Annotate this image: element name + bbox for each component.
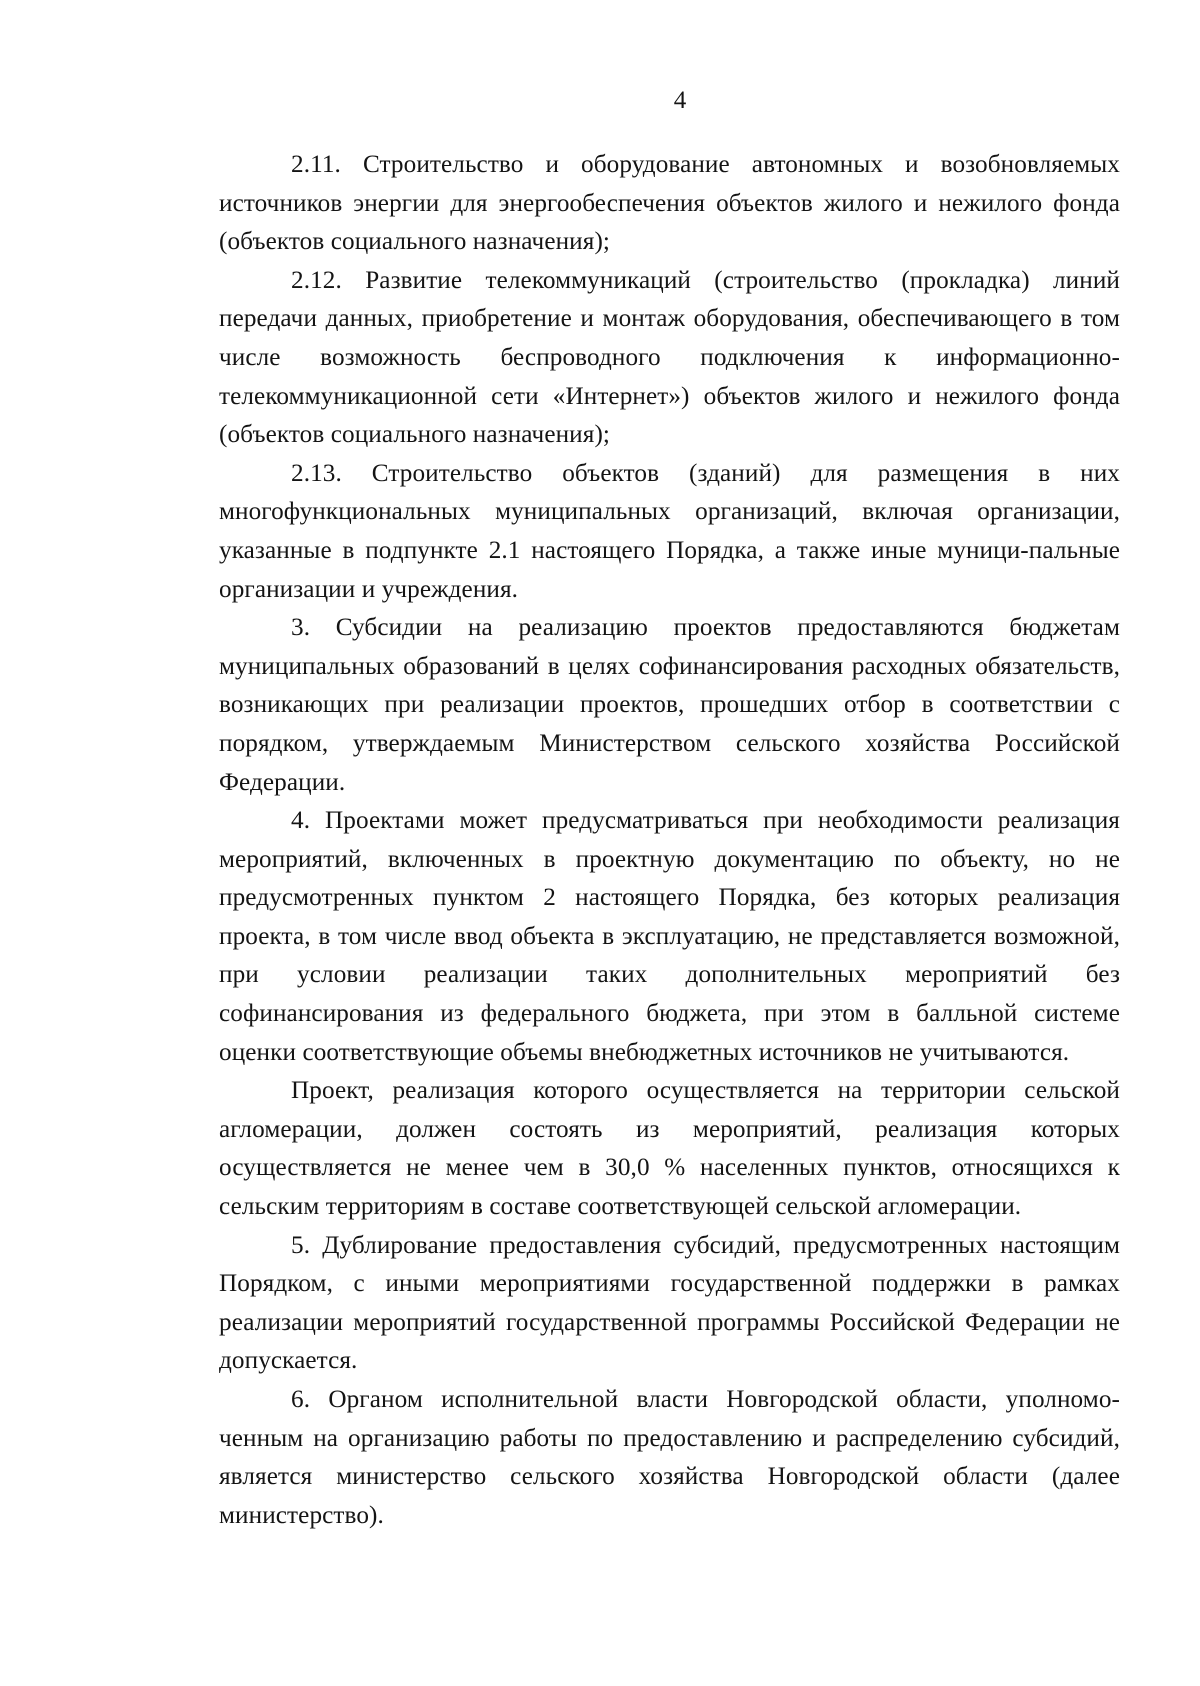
paragraph-6: 6. Органом исполнительной власти Новгородской области, уполномо-ченным на организацию работы по предоставлению и распределению субсидий, является министерство сельского хозяйства Новгородской области (далее министерство). (219, 1386, 1120, 1529)
paragraph-5: 5. Дублирование предоставления субсидий, предусмотренных настоящим Порядком, с иными мероприятиями государственной поддержки в рамках реализации мероприятий государственной программы Российской Федерации не допускается. (219, 1231, 1120, 1375)
paragraph-4: 4. Проектами может предусматриваться при необходимости реализация мероприятий, включенных в проектную документацию по объекту, но не предусмотренных пунктом 2 настоящего Порядка, без которых реализация проекта, в том числе ввод объекта в эксплуатацию, не представляется возможной, при условии реализации таких дополнительных мероприятий без софинансирования из федерального бюджета, при этом в балльной системе оценки соответствующие объемы внебюджетных источников не учитываются. (219, 807, 1120, 1066)
paragraph-2-11: 2.11. Строительство и оборудование автономных и возобновляемых источников энергии для энергообеспечения объектов жилого и нежилого фонда (объектов социального назначения); (219, 151, 1120, 256)
paragraph-2-13: 2.13. Строительство объектов (зданий) для размещения в них многофункциональных муниципальных организаций, включая организации, указанные в подпункте 2.1 настоящего Порядка, а также иные муници-пальные организации и учреждения. (219, 459, 1120, 603)
page-number: 4 (673, 87, 687, 114)
paragraph-4-agglomeration: Проект, реализация которого осуществляется на территории сельской агломерации, должен состоять из мероприятий, реализация которых осуществляется не менее чем в 30,0 % населенных пунктов, относящихся к сельским территориям в составе соответствующей сельской агломерации. (219, 1077, 1120, 1221)
paragraph-2-12: 2.12. Развитие телекоммуникаций (строительство (прокладка) линий передачи данных, приобретение и монтаж оборудования, обеспечивающего в том числе возможность беспроводного подключения к информационно-телекоммуникационной сети «Интернет») объектов жилого и нежилого фонда (объектов социального назначения); (219, 266, 1120, 449)
document-body (219, 146, 1120, 1535)
paragraph-3: 3. Субсидии на реализацию проектов предоставляются бюджетам муниципальных образований в целях софинансирования расходных обязательств, возникающих при реализации проектов, прошедших отбор в соответствии с порядком, утверждаемым Министерством сельского хозяйства Российской Федерации. (219, 614, 1120, 796)
